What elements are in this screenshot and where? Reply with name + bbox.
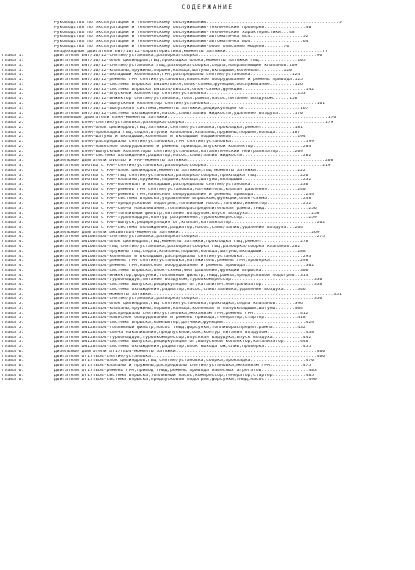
toc-chapter-label: Глава 5.: [2, 335, 25, 340]
toc-entry-text: Двигатели DW10BTED4-инжектор,форсунки,топливный фильтр,ТНВД,рампа,предпусковой подогрев..314: [54, 273, 309, 278]
toc-chapter-label: Глава 2.: [2, 149, 25, 154]
toc-chapter-label: Глава 4.: [2, 244, 25, 249]
toc-entry-text: Двигатели DW12BTED4-система выпуска,рециркуляция ОГ,выпускной коллектор,катализатор......446: [54, 340, 309, 345]
toc-entry-text: Двигатели DV6TED с FAP-клапаны,пружины,поршни,кольца,шатуны,вкладыши......................232: [54, 178, 312, 183]
toc-entry-text: Двигатели DT17TED4-ремень ГРМ,привод ТНВД,ремень привода навесных агрегатов.................483: [54, 368, 317, 373]
toc-chapter-label: Глава 4.: [2, 283, 25, 288]
toc-entry-text: Двигатели EW7/10/12-снятие/установка ГБЦ,разборка/сборка,седла,направляющие клапанов.109: [54, 63, 298, 68]
toc-chapter-label: Глава 3.: [2, 178, 25, 183]
toc-chapter-label: Глава 6.: [2, 359, 25, 364]
toc-entry-text: Двигатели ES9A-снятие/установка,разборка/сборка...................................................179: [54, 121, 334, 126]
toc-entry-text: Двигатели DV6TED с FAP-снятие/установка,разборка/сборка..........................................219: [54, 163, 331, 168]
toc-entry-text: Двигатели DW12BTED4-навесное оборудование и ремень привода,генератор,стартер............418: [54, 316, 306, 321]
toc-chapter-label: Глава 4.: [2, 287, 25, 292]
toc-chapter-label: Глава 3.: [2, 159, 25, 164]
toc-chapter-label: Глава 6.: [2, 354, 25, 359]
toc-entry-text: Двигатели DW12BTED4-турбонаддув,турбокомпрессор,впускная вадудука,впуск воздуха...........442: [54, 335, 312, 340]
toc-chapter-label: Глава 2.: [2, 125, 25, 130]
toc-chapter-label: Глава 4.: [2, 230, 25, 235]
toc-entry-text: Двигатели DT17TED4-система впрыска,предпусковой подогрев,форсунки,ТНВД,насос................490: [54, 378, 317, 383]
toc-entry-text: Двигатели DW10BTED4-ГБЦ снятие/установка,разборка/сборка ГБЦ,разборка/сборка клапанов.282: [54, 244, 301, 249]
toc-chapter-label: Глава 4.: [2, 249, 25, 254]
toc-chapter-label: Глава 1.: [2, 92, 25, 97]
toc-entry-text: Двигатели EW7/10/12-вкладыши коленвала,ГРМ,распредвалы снятие/установка...............124: [54, 73, 301, 78]
toc-entry-text: Руководство по эксплуатации и техническому обслуживанию................................................5: [54, 21, 342, 25]
toc-entry-text: Двигатели DW10BTED4-система выпуска,рециркуляция ОГ,каталитич.нейтрализатор...................338: [54, 283, 323, 288]
toc-entry-text: Двигатели DW12BTED4-топливный фильтр,насос ТНВД,форсунки,топливораспредел.рампа.........432: [54, 326, 306, 330]
toc-chapter-label: Глава 3.: [2, 216, 25, 221]
toc-entry-text: Двигатели DW12BTED4-система охлаждения,радиатор,блок выхода ОЖ,слив,проверка..............455: [54, 345, 312, 350]
toc-chapter-label: Глава 1.: [2, 68, 25, 73]
toc-entry-text: Двигатели DW12BTED4-свеча накаливания,предпускной,бак,контур питания воздухом..............438: [54, 330, 314, 335]
toc-entry-text: Руководство по эксплуатации и техническому обслуживанию-технические характеристики...48: [54, 30, 295, 35]
toc-entry-text: Двигатели EW7/10/12-клапаны,пружины,поршни,кольца,шатуны,вкладыши,коленвал.........120: [54, 68, 292, 73]
toc-chapter-label: Глава 3.: [2, 163, 25, 168]
toc-entry-text: Бензиновые двигатели ES9A-моменты затяжки..........................................................176: [54, 116, 337, 121]
toc-chapter-label: Глава 3.: [2, 173, 25, 178]
toc-chapter-label: Глава 2.: [2, 135, 25, 140]
toc-chapter-label: Глава 1.: [2, 59, 25, 64]
toc-entry-text: Двигатели DV6TED с FAP-выпуск,рециркуляция ОГ,клапан,катализатор...............................262: [54, 221, 326, 226]
toc-entry-text: Двигатели DV6TED с FAP-предпусковой подогрев,топливный насос,топливо,инжектор.............252: [54, 202, 312, 207]
toc-entry-text: Двигатели ES9A-выпускные коллекторы снятие/установка,каталитический нейтрализатор......209: [54, 149, 303, 154]
toc-chapter-label: Глава 6.: [2, 349, 25, 354]
toc-entry-text: Двигатели DV6TED с FAP-система охлаждения,радиатор,насос,слив/залив,удаление воздуха...264: [54, 225, 303, 230]
toc-entry-text: Двигатели EW7/10/12-блок цилиндров,ГБЦ,прокладка блока,моменты затяжки ГБЦ..............105: [54, 59, 306, 64]
toc-chapter-label: Глава 4.: [2, 254, 25, 259]
toc-chapter-label: Глава 6.: [2, 373, 25, 378]
toc-chapter-label: Глава 5.: [2, 326, 25, 330]
toc-entry-text: Двигатели DV6TED с FAP-блок цилиндров,моменты затяжки,ГБЦ моменты затяжки...............222: [54, 168, 306, 173]
toc-chapter-label: Глава 6.: [2, 364, 25, 369]
toc-chapter-label: Глава 5.: [2, 345, 25, 350]
toc-entry-text: Дизельные двигатели DT17TED4-моменты затяжки...................................................460: [54, 349, 326, 354]
toc-chapter-label: Глава 2.: [2, 121, 25, 126]
toc-entry-text: Двигатели DW10BTED4-система впрыска,блок-схема,ФАП давление,функции впрыска..............306: [54, 268, 309, 273]
toc-row: [2, 378, 413, 383]
toc-entry-text: Дизельные двигатели DV6TED и FAP-моменты затяжки..................................................208: [54, 159, 334, 164]
toc-entry-text: Двигатели DW12BTED4-распредвалы снятие/установка,механизм ГРМ,ремень ГРМ.................412: [54, 311, 309, 316]
page-title: СОДЕРЖАНИЕ: [181, 4, 234, 11]
toc-chapter-label: Глава 3.: [2, 197, 25, 202]
toc-entry-text: Двигатели DT17TED4-система впрыска,топливный насос,компрессор,генератор,стартер............485: [54, 373, 314, 378]
toc-entry-text: Двигатели DT17TED4-блок цилиндров,ГБЦ снятие/установка,сборка,прокладка....................470: [54, 359, 314, 364]
toc-entry-text: Двигатели EW7/10/12-система охлаждения,насос,слив/залив жидкости,удаление воздуха......170: [54, 111, 303, 116]
toc-entry-text: Двигатели DW10BTED4-блок цилиндров,ГБЦ,моменты затяжки,прокладка ГБЦ,ремонт..............278: [54, 240, 309, 245]
toc-chapter-label: Глава 1.: [2, 97, 25, 102]
toc-chapter-label: Глава 5.: [2, 297, 25, 302]
toc-entry-text: Двигатели DT17TED4-снятие/установка............................................................466: [54, 354, 326, 359]
toc-chapter-label: Глава 4.: [2, 264, 25, 269]
toc-entry-text: Двигатели EW7/10/12-впускной коллектор снятие/установка.................................153: [54, 92, 306, 97]
toc-chapter-label: Глава 5.: [2, 340, 25, 345]
toc-chapter-label: Глава 5.: [2, 306, 25, 311]
toc-entry-text: Двигатели DW10BTED4-ремень ГРМ снятие/установка,натяжитель,ремень ГРМ,проверка...........298: [54, 259, 309, 264]
toc-chapter-label: Глава 5.: [2, 330, 25, 335]
toc-chapter-label: Глава 2.: [2, 154, 25, 159]
toc-chapter-label: Глава 2.: [2, 116, 25, 121]
toc-entry-text: Двигатели DV6TED с FAP-турбонаддув,контур разрежения,турбокомпрессор........................259: [54, 216, 317, 221]
toc-entry-text: Двигатели EW7/10/12-выпускной коллектор снятие/установка.......................................161: [54, 102, 326, 107]
toc-entry-text: Двигатели ES9A-блок цилиндров,ГБЦ,затяжка,снятие/установка,прокладка,ремонт............181: [54, 125, 303, 130]
toc-chapter-label: Глава 1.: [2, 82, 25, 87]
toc-chapter-label: Глава 6.: [2, 378, 25, 383]
toc-chapter-label: Глава 2.: [2, 144, 25, 149]
toc-chapter-label: Глава 3.: [2, 211, 25, 216]
toc-chapter-label: Глава 1.: [2, 63, 25, 68]
toc-entry-text: Двигатели ES9A-шатуны и вкладыши,коленвал и вкладыши подшипников........................194: [54, 135, 306, 140]
toc-chapter-label: Глава 4.: [2, 259, 25, 264]
toc-entry-text: Руководство по эксплуатации и техническому обслуживанию-обое описание модели.......70: [54, 44, 290, 49]
toc-chapter-label: Глава 2.: [2, 130, 25, 135]
toc-chapter-label: Глава 4.: [2, 273, 25, 278]
toc-chapter-label: Глава 5.: [2, 316, 25, 321]
toc-entry-text: Двигатели ES9A-система охлаждения,радиатор,насос,слив/залив жидкости......................202: [54, 154, 312, 159]
table-of-contents: [2, 21, 413, 383]
toc-entry-text: Двигатели DW10BTED4-коленвал и вкладыши,распредвалы снятие/установка......................293: [54, 254, 312, 259]
toc-entry-text: Двигатели EW7/10/12-снятие/установка,разборка/сборка...........................................96: [54, 54, 323, 59]
toc-entry-text: Двигатели EW7/10/12-выпускная система,моменты затяжки,рециркуляция ОГ....................167: [54, 106, 309, 111]
toc-entry-text: Руководство по эксплуатации и техническому обслуживанию-автоматичка BC4...................52: [54, 35, 309, 40]
toc-entry-text: Двигатели DW12BTED4-блок цилиндров,ГБЦ снятие/установка,прокладка,седла клапанов.......396: [54, 302, 303, 307]
toc-entry-text: Двигатели DW10BTED4-снятие/установка,разборка/сборка...........................................275: [54, 235, 326, 240]
toc-entry-text: Руководство по эксплуатации и техническому обслуживанию-автоматичка BD4...................64: [54, 40, 309, 45]
toc-chapter-label: Глава 4.: [2, 240, 25, 245]
toc-chapter-label: Глава 5.: [2, 321, 25, 326]
toc-entry-text: Двигатели ES9A-прокладка ГБЦ,седла,втулки клапанов,клапаны,пружины,поршни,кольца......187: [54, 130, 301, 135]
toc-chapter-label: Глава 1.: [2, 111, 25, 116]
toc-entry-text: Двигатели DW10BTED4-ремень ГРМ,навесное оборудование и ремень привода......................302: [54, 264, 314, 269]
toc-entry-text: Двигатели EW7/10/12-система впрыска EW10J4/EW12J4,блок-схема,функции.......................142: [54, 87, 314, 92]
toc-chapter-label: Глава 6.: [2, 368, 25, 373]
toc-chapter-label: Глава 1.: [2, 78, 25, 83]
toc-entry-text: Вездеходные двигатели EW7/10/12-характеристика,моменты затяжки...................................77: [54, 49, 328, 54]
toc-chapter-label: Глава 3.: [2, 206, 25, 211]
toc-chapter-label: Глава 1.: [2, 102, 25, 107]
toc-chapter-label: Глава 3.: [2, 202, 25, 207]
toc-chapter-label: Глава 3.: [2, 221, 25, 226]
toc-entry-text: Двигатели DV6TED с FAP-система впрыска,управление впрыском,функции,блок-схема.............248: [54, 197, 312, 202]
toc-entry-text: Двигатели DT17TED4-клапаны и пружины,распредвалы снятие/установка,механизм ГРМ............475: [54, 364, 312, 369]
toc-chapter-label: Глава 3.: [2, 183, 25, 188]
toc-chapter-label: Глава 3.: [2, 187, 25, 192]
toc-entry-text: Двигатели ES9A-навесное оборудование и ремень привода,впускной коллектор..................204: [54, 144, 312, 149]
toc-chapter-label: Глава 4.: [2, 235, 25, 240]
toc-entry-text: Двигатели DW10BTED4-система охлаждения,радиатор,насос,слив/заливка,удаление воздуха.....346: [54, 287, 306, 292]
toc-chapter-label: Глава 1.: [2, 87, 25, 92]
toc-entry-text: Двигатели DV6TED с FAP-ремень ГРМ,навесное оборудование и ремень привода...................244: [54, 192, 314, 197]
toc-chapter-label: Глава 5.: [2, 292, 25, 297]
toc-entry-text: Дизельные двигатели DW10BTED4-моменты затяжки................................................269: [54, 230, 320, 235]
toc-entry-text: Двигатели DW10BTED4-пружины ГБЦ,седла,клапаны,поршни,кольца,шатуны,вкладыши.............288: [54, 249, 306, 254]
toc-chapter-label: Глава 1.: [2, 54, 25, 59]
toc-entry-text: Руководство по эксплуатации и техническому обслуживанию-технические проверки...............40: [54, 25, 312, 30]
toc-entry-text: Двигатели DV6TED с FAP-ремень ГРМ снятие/установка,натяжитель,клапан давления...........240: [54, 187, 306, 192]
toc-entry-text: Двигатели DW12BTED4-система впрыска,компьютер,датчики,функции..............................424: [54, 321, 314, 326]
toc-chapter-label: Глава 3.: [2, 225, 25, 230]
toc-entry-text: Двигатели ES9A-распредвалы снятие/установка,ГРМ снятие/установка...........................199: [54, 140, 314, 145]
toc-entry-text: Двигатели DV6TED с FAP-свеча накаливания,топливораспределительная рампа,ТНВД................256: [54, 206, 317, 211]
toc-entry-text: Двигатели DW12BTED4-клапаны,пружины,поршни,кольца,коленвал и полувкладыши,шатуны.......404: [54, 306, 303, 311]
toc-chapter-label: Глава 1.: [2, 106, 25, 111]
toc-entry-text: Двигатели DW12BTED4-снятие/установка,разборка/сборка..........................................356: [54, 297, 323, 302]
toc-chapter-label: Глава 5.: [2, 302, 25, 307]
toc-chapter-label: Глава 3.: [2, 168, 25, 173]
toc-entry-text: Двигатели DV6TED с FAP-ГБЦ снятие/установка,разборка/сборка,прокладка ГБЦ................226: [54, 173, 309, 178]
toc-chapter-label: Глава 4.: [2, 278, 25, 283]
toc-chapter-label: Глава 1.: [2, 73, 25, 78]
toc-entry-text: Двигатели EW7/10/12-система впрыска EW10A/EW7A,блок-схема,функции,обслуживание.........126: [54, 82, 303, 87]
toc-chapter-label: Глава 4.: [2, 268, 25, 273]
toc-chapter-label: Глава 2.: [2, 140, 25, 145]
toc-entry-text: Двигатели DW10BTED4-турбонаддув,питание воздухом,турбокомпрессор..............................330: [54, 278, 323, 283]
toc-entry-text: Двигатели EW7/10/12-ремень ГРМ снятие/установка,навесное оборудование и ремень привода.125: [54, 78, 303, 83]
toc-chapter-label: Глава 5.: [2, 311, 25, 316]
toc-entry-text: Двигатели DV6TED с FAP-топливный фильтр,питание воздухом,впуск воздуха.......................258: [54, 211, 320, 216]
toc-entry-text: Двигатели EW7/10/12-инжектор снятие/установка,топл.рампа,насос,питание воздухом......156: [54, 97, 298, 102]
toc-chapter-label: Глава 3.: [2, 192, 25, 197]
toc-entry-text: Двигатели DV6TED с FAP-коленвал и вкладыши,распредвалы снятие/установка..................236: [54, 183, 309, 188]
toc-entry-text: Двигатели DW12BTED4-моменты затяжки..................................................................351: [54, 292, 342, 297]
